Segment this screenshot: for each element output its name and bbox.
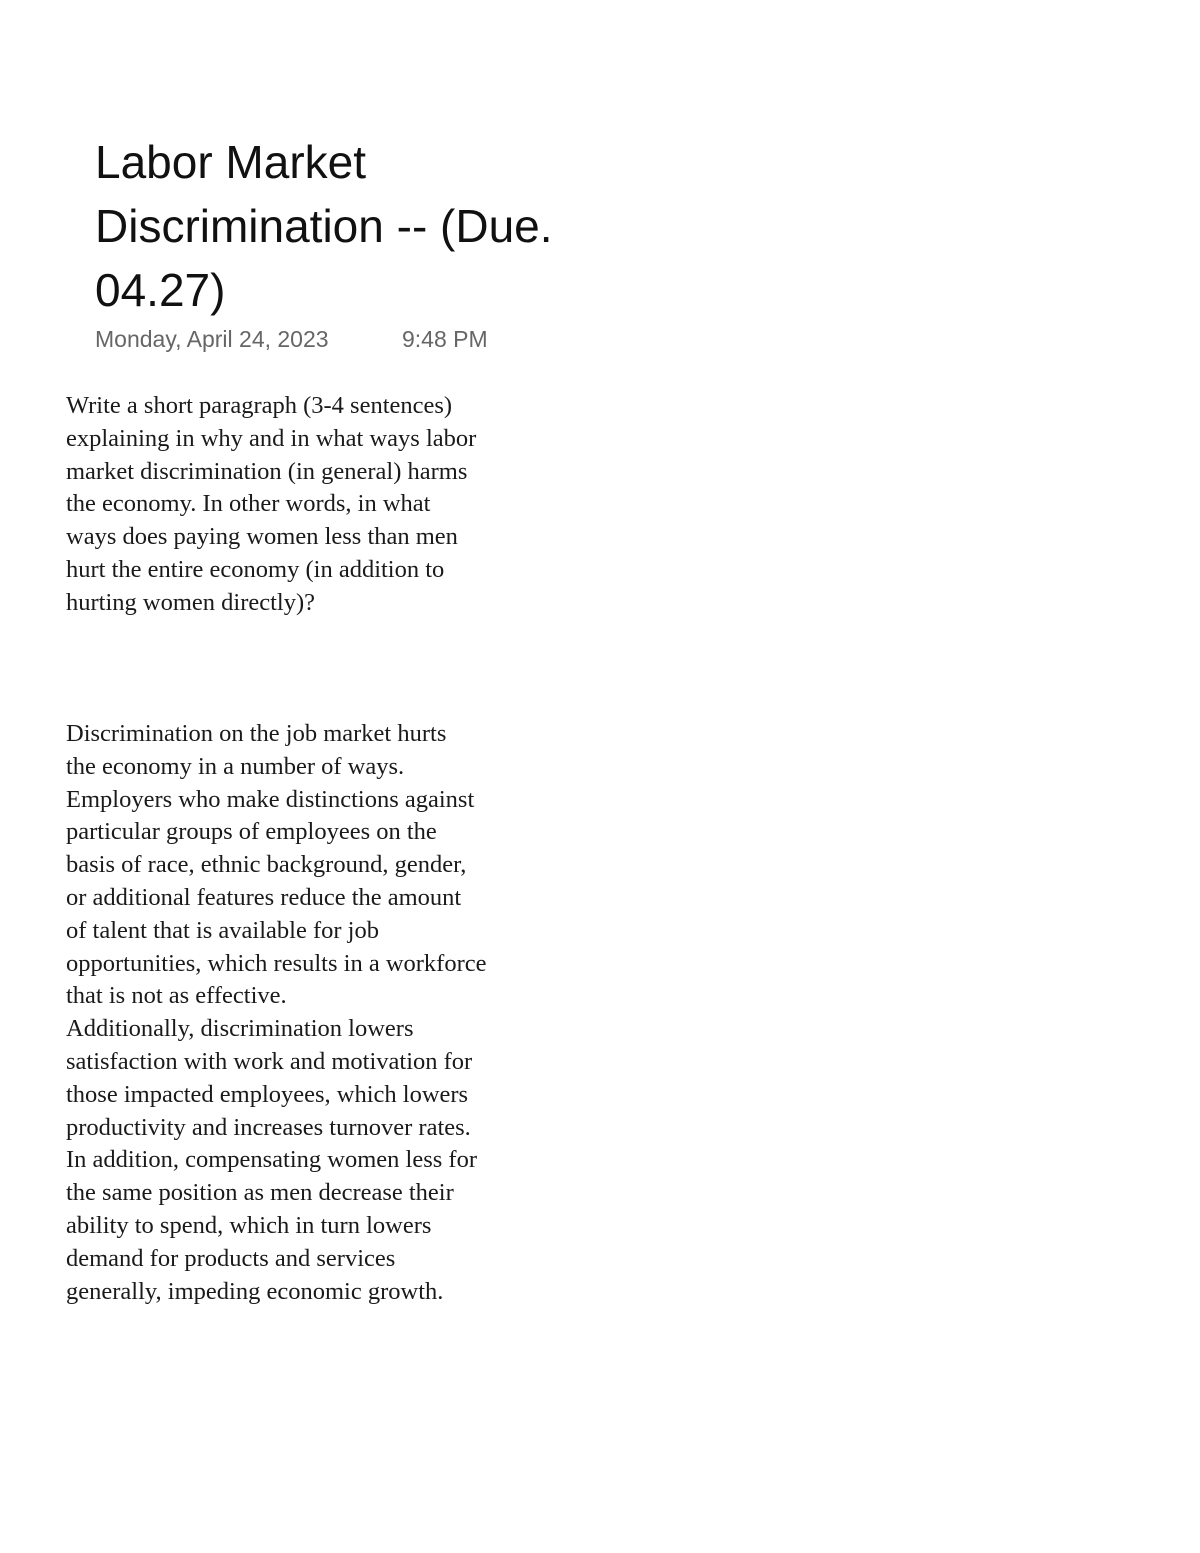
answer-line: Employers who make distinctions against: [66, 785, 475, 813]
answer-line: basis of race, ethnic background, gender,: [66, 851, 467, 879]
answer-line: demand for products and services: [66, 1244, 396, 1272]
note-date: Monday, April 24, 2023: [95, 326, 329, 352]
answer-line: productivity and increases turnover rates.: [66, 1113, 471, 1141]
answer-line: generally, impeding economic growth.: [66, 1277, 444, 1305]
answer-line: or additional features reduce the amount: [66, 883, 462, 911]
answer-line: opportunities, which results in a workforce: [66, 949, 487, 977]
answer-line: satisfaction with work and motivation for: [66, 1047, 473, 1075]
answer-line: that is not as effective.: [66, 982, 287, 1010]
answer-line: those impacted employees, which lowers: [66, 1080, 469, 1108]
answer-line: Discrimination on the job market hurts: [66, 720, 447, 747]
prompt-line: the economy. In other words, in what: [66, 490, 431, 518]
prompt-line: Write a short paragraph (3-4 sentences): [66, 392, 453, 419]
answer-paragraph: [66, 718, 586, 1308]
answer-line: ability to spend, which in turn lowers: [66, 1211, 432, 1239]
page-title: [95, 130, 615, 322]
answer-line: Additionally, discrimination lowers: [66, 1015, 414, 1043]
prompt-paragraph: [66, 390, 586, 620]
answer-line: the economy in a number of ways.: [66, 752, 405, 780]
prompt-line: ways does paying women less than men: [66, 523, 458, 551]
prompt-line: hurt the entire economy (in addition to: [66, 555, 445, 583]
title-line: Discrimination -- (Due.: [95, 200, 553, 252]
prompt-line: explaining in why and in what ways labor: [66, 424, 477, 452]
answer-line: In addition, compensating women less for: [66, 1146, 477, 1174]
prompt-line: market discrimination (in general) harms: [66, 457, 468, 485]
answer-line: particular groups of employees on the: [66, 818, 437, 846]
answer-line: of talent that is available for job: [66, 916, 379, 944]
title-line: 04.27): [95, 264, 226, 316]
note-time: 9:48 PM: [402, 326, 488, 352]
prompt-line: hurting women directly)?: [66, 588, 316, 616]
title-line: Labor Market: [95, 136, 367, 188]
note-timestamp: [95, 326, 488, 353]
answer-line: the same position as men decrease their: [66, 1179, 454, 1207]
